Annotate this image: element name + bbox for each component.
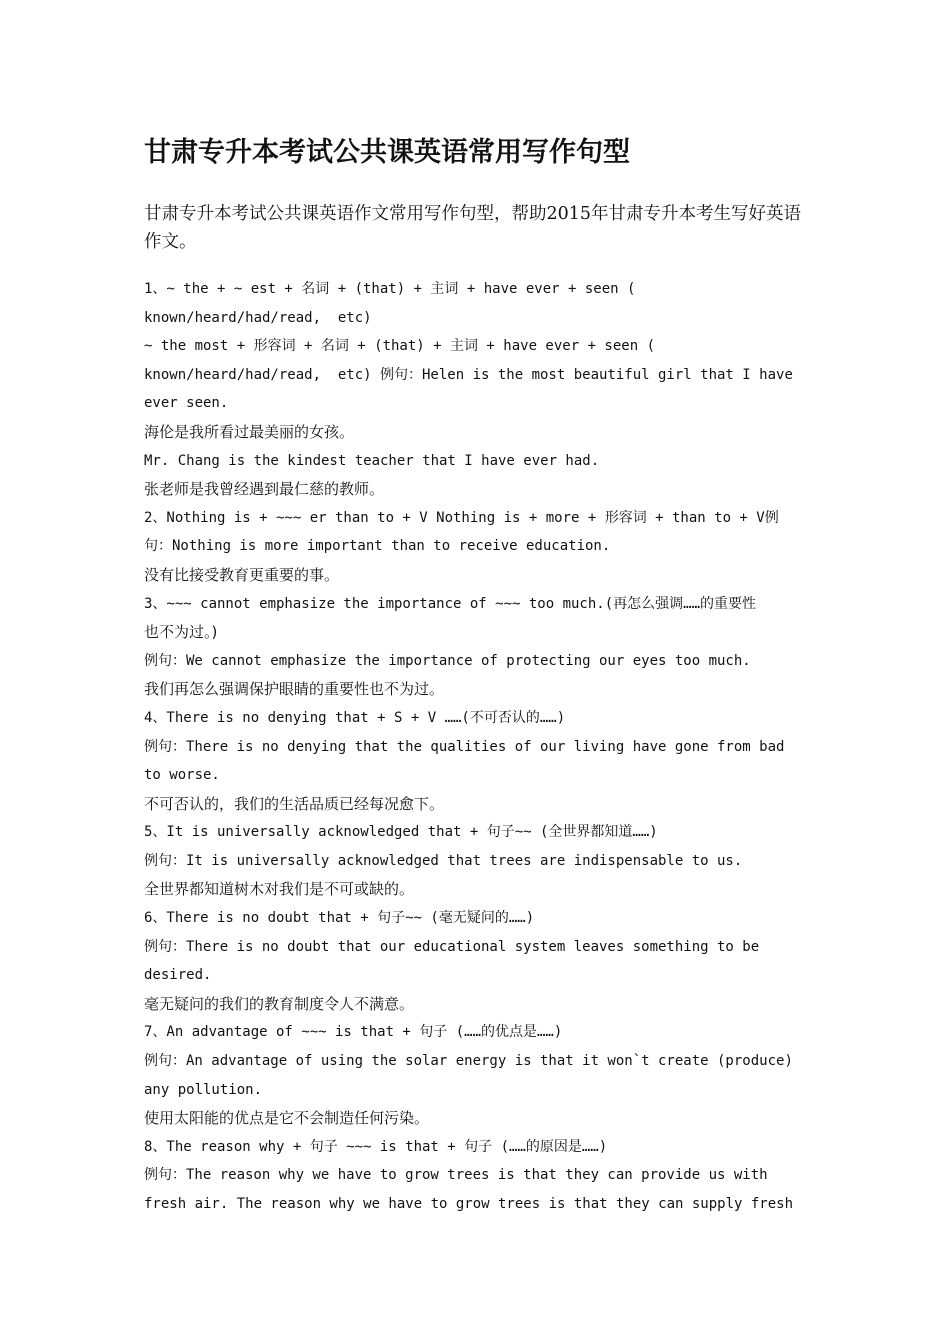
document-body <box>144 275 814 1219</box>
text-line: desired. <box>144 967 212 984</box>
text-line: 不可否认的，我们的生活品质已经每况愈下。 <box>144 794 445 813</box>
document-title: 甘肃专升本考试公共课英语常用写作句型 <box>144 137 630 168</box>
text-line: 我们再怎么强调保护眼睛的重要性也不为过。 <box>144 680 445 699</box>
text-line: 例句：We cannot emphasize the importance of protecting our eyes too much. <box>144 652 751 669</box>
text-line: fresh air. The reason why we have to grow trees is that they can supply fresh <box>144 1196 794 1212</box>
text-line: 使用太阳能的优点是它不会制造任何污染。 <box>144 1109 430 1128</box>
text-line: known/heard/had/read, etc) 例句：Helen is the most beautiful girl that I have <box>144 366 793 383</box>
text-line: 6、There is no doubt that + 句子~~ (毫无疑问的……) <box>144 910 535 927</box>
text-line: 例句：The reason why we have to grow trees is that they can provide us with <box>144 1167 768 1184</box>
text-line: 没有比接受教育更重要的事。 <box>144 565 340 584</box>
document-intro: 甘肃专升本考试公共课英语作文常用写作句型，帮助2015年甘肃专升本考生写好英语作文。 <box>144 204 802 252</box>
text-line: 例句：An advantage of using the solar energy is that it won`t create (produce) <box>144 1053 793 1070</box>
text-line: 也不为过。) <box>144 623 218 642</box>
text-line: ~ the most + 形容词 + 名词 + (that) + 主词 + have ever + seen ( <box>144 338 656 355</box>
text-line: 2、Nothing is + ~~~ er than to + V Nothing is + more + 形容词 + than to + V例 <box>144 509 779 526</box>
text-line: 例句：It is universally acknowledged that trees are indispensable to us. <box>144 852 743 869</box>
text-line: 3、~~~ cannot emphasize the importance of ~~~ too much.(再怎么强调……的重要性 <box>144 595 757 612</box>
text-line: 海伦是我所看过最美丽的女孩。 <box>144 422 355 441</box>
text-line: 7、An advantage of ~~~ is that + 句子 (……的优点是……) <box>144 1024 563 1041</box>
text-line: 8、The reason why + 句子 ~~~ is that + 句子 (……的原因是……) <box>144 1138 608 1155</box>
text-line: 例句：There is no doubt that our educational system leaves something to be <box>144 938 760 955</box>
text-line: 句：Nothing is more important than to receive education. <box>144 538 611 555</box>
text-line: to worse. <box>144 767 220 784</box>
text-line: ever seen. <box>144 395 229 412</box>
text-line: 张老师是我曾经遇到最仁慈的教师。 <box>144 480 385 499</box>
text-line: Mr. Chang is the kindest teacher that I have ever had. <box>144 452 600 469</box>
text-line: 例句：There is no denying that the qualities of our living have gone from bad <box>144 738 785 755</box>
text-line: 4、There is no denying that + S + V ……(不可否认的……) <box>144 709 566 726</box>
text-line: 1、~ the + ~ est + 名词 + (that) + 主词 + have ever + seen ( <box>144 281 636 297</box>
text-line: 全世界都知道树木对我们是不可或缺的。 <box>144 880 415 899</box>
text-line: any pollution. <box>144 1081 263 1098</box>
text-line: known/heard/had/read, etc) <box>144 309 372 326</box>
text-line: 毫无疑问的我们的教育制度令人不满意。 <box>144 994 415 1013</box>
text-line: 5、It is universally acknowledged that + 句子~~ (全世界都知道……) <box>144 824 658 841</box>
